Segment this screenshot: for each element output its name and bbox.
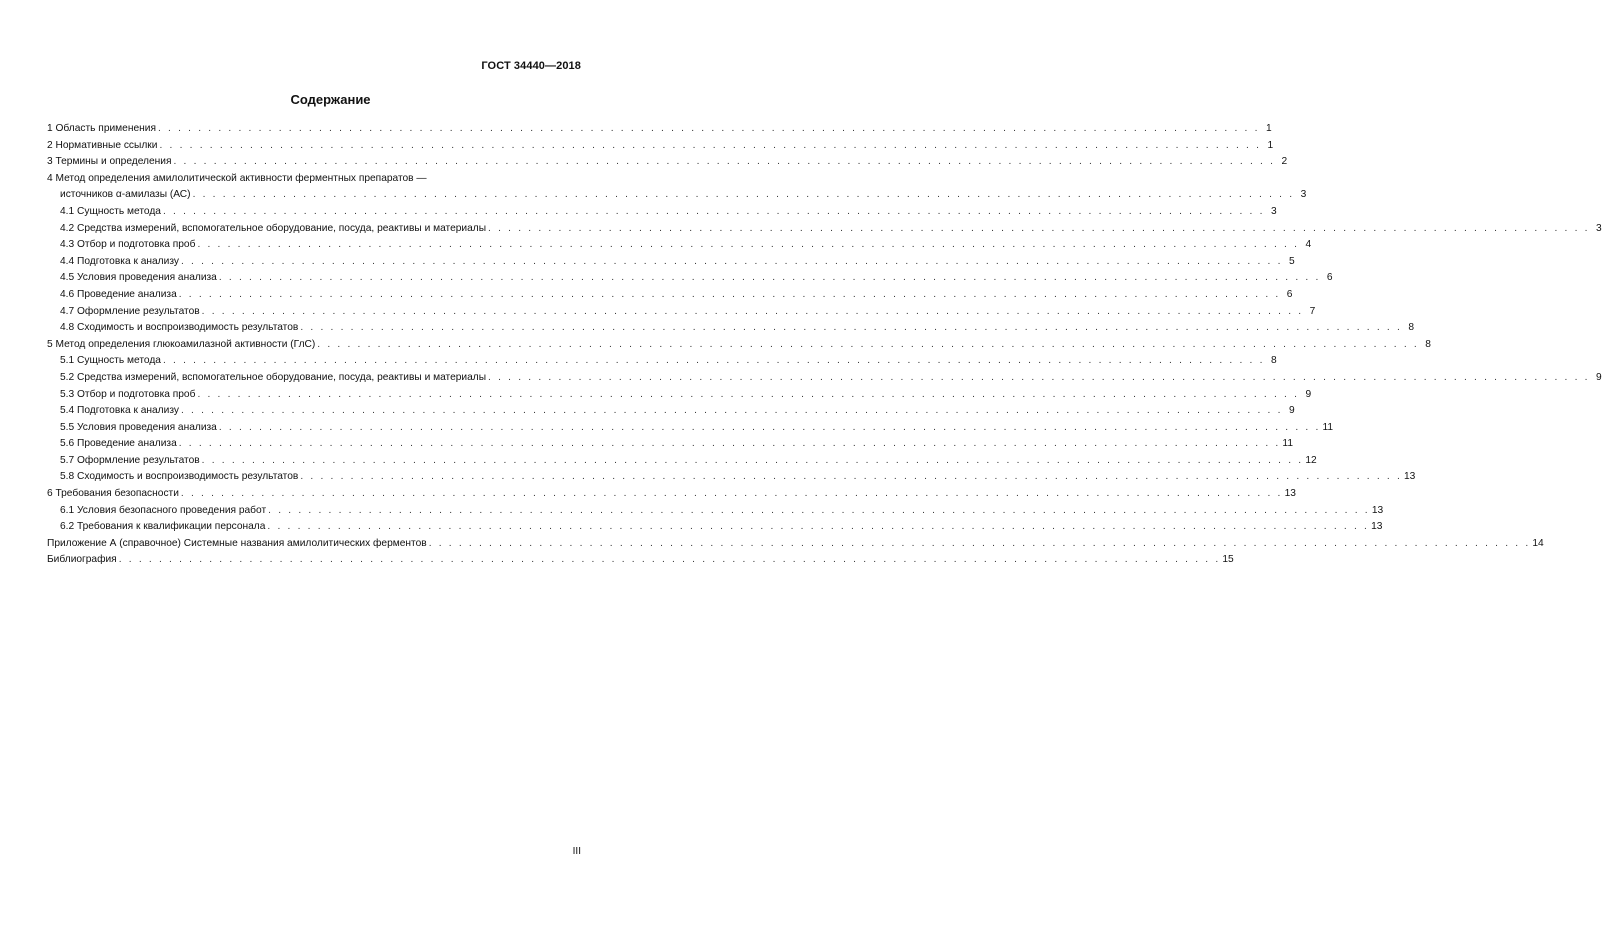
toc-entry-title: 4.3 Отбор и подготовка проб <box>60 239 196 251</box>
leader-dots <box>202 304 1304 321</box>
toc-entry-title: 5.4 Подготовка к анализу <box>60 405 179 417</box>
leader-dots <box>181 403 1283 420</box>
toc-entry-page: 12 <box>1305 454 1317 466</box>
toc-entry-title: 5.8 Сходимость и воспроизводимость результатов <box>60 471 299 483</box>
leader-dots <box>202 453 1304 470</box>
toc-entry-title: 5.6 Проведение анализа <box>60 438 177 450</box>
toc-entry-5-3[interactable] <box>47 387 1312 404</box>
toc-entry-title: 4.2 Средства измерений, вспомогательное оборудование, посуда, реактивы и материалы <box>60 222 487 234</box>
toc-entry-page: 8 <box>1425 338 1431 350</box>
leader-dots <box>173 154 1275 171</box>
toc-entry-title: 4.7 Оформление результатов <box>60 305 200 317</box>
toc-entry-title: 6.2 Требования к квалификации персонала <box>60 521 266 533</box>
toc-entry-title: Библиография <box>47 554 117 566</box>
leader-dots <box>488 370 1590 387</box>
leader-dots <box>179 287 1281 304</box>
toc-entry-title: 5.3 Отбор и подготовка проб <box>60 388 196 400</box>
toc-entry-page: 13 <box>1371 521 1383 533</box>
toc-entry-page: 9 <box>1596 371 1602 383</box>
toc-entry-page: 13 <box>1284 488 1296 500</box>
toc-entry-5-2[interactable] <box>47 370 1602 387</box>
toc-entry-bibliography[interactable] <box>47 552 1234 569</box>
toc-entry-page: 5 <box>1288 255 1295 267</box>
toc-entry-4-3[interactable] <box>47 237 1312 254</box>
toc-entry-page: 8 <box>1270 355 1277 367</box>
toc-entry-4-2[interactable] <box>47 221 1602 238</box>
leader-dots <box>300 320 1402 337</box>
toc-entry-title: 5.5 Условия проведения анализа <box>60 421 217 433</box>
toc-entry-5[interactable] <box>47 337 1431 354</box>
leader-dots <box>197 387 1299 404</box>
toc-entry-title: Приложение А (справочное) Системные названия амилолитических ферментов <box>47 537 427 549</box>
toc-entry-title: 5 Метод определения глюкоамилазной активности (ГлС) <box>47 338 316 350</box>
toc-entry-page: 3 <box>1300 189 1307 201</box>
toc-entry-title: 5.1 Сущность метода <box>60 355 161 367</box>
toc-entry-3[interactable] <box>47 154 1288 171</box>
toc-entry-6-2[interactable] <box>47 519 1383 536</box>
toc-entry-title: 5.7 Оформление результатов <box>60 454 200 466</box>
toc-entry-page: 1 <box>1267 139 1274 151</box>
toc-entry-page: 11 <box>1282 438 1293 450</box>
leader-dots <box>488 221 1590 238</box>
leader-dots <box>163 204 1265 221</box>
toc-entry-5-5[interactable] <box>47 420 1334 437</box>
toc-entry-4-8[interactable] <box>47 320 1414 337</box>
toc-entry-page: 2 <box>1281 156 1288 168</box>
toc-entry-5-7[interactable] <box>47 453 1317 470</box>
toc-entry-page: 9 <box>1305 388 1312 400</box>
toc-entry-page: 14 <box>1532 537 1544 549</box>
toc-entry-title: 1 Область применения <box>47 123 156 134</box>
leader-dots <box>219 270 1321 287</box>
leader-dots <box>158 121 1260 138</box>
page-number: III <box>572 846 581 857</box>
leader-dots <box>193 187 1295 204</box>
toc-entry-title: 4.6 Проведение анализа <box>60 288 177 300</box>
toc-entry-page: 6 <box>1326 272 1333 284</box>
toc-entry-title: 2 Нормативные ссылки <box>47 139 158 151</box>
toc-entry-4-5[interactable] <box>47 270 1333 287</box>
toc-entry-title: 6.1 Условия безопасного проведения работ <box>60 504 267 516</box>
toc-entry-title: 4 Метод определения амилолитической активности ферментных препаратов — <box>47 172 427 184</box>
toc-entry-page: 4 <box>1305 239 1312 251</box>
table-of-contents <box>47 121 1602 569</box>
toc-entry-page: 13 <box>1404 471 1416 483</box>
toc-entry-page: 13 <box>1371 504 1384 516</box>
toc-entry-page: 3 <box>1270 205 1277 217</box>
toc-entry-5-8[interactable] <box>47 469 1416 486</box>
toc-entry-title: 4.8 Сходимость и воспроизводимость результатов <box>60 322 299 334</box>
toc-entry-6-1[interactable] <box>47 503 1384 520</box>
toc-entry-page: 11 <box>1322 421 1334 433</box>
toc-entry-page: 7 <box>1309 305 1316 317</box>
toc-entry-page: 6 <box>1286 288 1293 300</box>
leader-dots <box>179 436 1281 453</box>
toc-entry-5-6[interactable] <box>47 436 1293 453</box>
toc-entry-title: 4.5 Условия проведения анализа <box>60 272 217 284</box>
toc-entry-page: 1 <box>1265 123 1272 134</box>
toc-entry-page: 15 <box>1222 554 1234 566</box>
leader-dots <box>159 138 1261 155</box>
leader-dots <box>219 420 1321 437</box>
leader-dots <box>317 337 1419 354</box>
leader-dots <box>181 254 1283 271</box>
toc-entry-page: 3 <box>1596 222 1602 234</box>
toc-entry-title: 6 Требования безопасности <box>47 488 179 500</box>
toc-entry-title: 4.1 Сущность метода <box>60 205 161 217</box>
toc-entry-4-7[interactable] <box>47 304 1316 321</box>
toc-entry-title: 5.2 Средства измерений, вспомогательное оборудование, посуда, реактивы и материалы <box>60 371 487 383</box>
toc-entry-appendix-a[interactable] <box>47 536 1544 553</box>
toc-entry-title: 4.4 Подготовка к анализу <box>60 255 179 267</box>
toc-entry-title: 3 Термины и определения <box>47 156 172 168</box>
leader-dots <box>181 486 1283 503</box>
toc-entry-4-1[interactable] <box>47 204 1277 221</box>
toc-entry-5-1[interactable] <box>47 353 1277 370</box>
toc-entry-6[interactable] <box>47 486 1296 503</box>
leader-dots <box>300 469 1402 486</box>
leader-dots <box>429 536 1531 553</box>
leader-dots <box>163 353 1265 370</box>
leader-dots <box>268 503 1370 520</box>
toc-entry-4[interactable] <box>47 171 1307 204</box>
leader-dots <box>119 552 1221 569</box>
toc-entry-page: 9 <box>1288 405 1295 417</box>
leader-dots <box>267 519 1369 536</box>
toc-entry-4-6[interactable] <box>47 287 1293 304</box>
toc-entry-5-4[interactable] <box>47 403 1295 420</box>
toc-entry-title-continuation: источников α-амилазы (АС) <box>60 189 191 201</box>
leader-dots <box>197 237 1299 254</box>
standard-header: ГОСТ 34440—2018 <box>481 60 581 72</box>
toc-entry-1[interactable] <box>47 121 1272 138</box>
toc-entry-4-4[interactable] <box>47 254 1295 271</box>
toc-entry-2[interactable] <box>47 138 1274 155</box>
toc-title: Содержание <box>290 92 371 107</box>
toc-entry-page: 8 <box>1408 322 1414 334</box>
